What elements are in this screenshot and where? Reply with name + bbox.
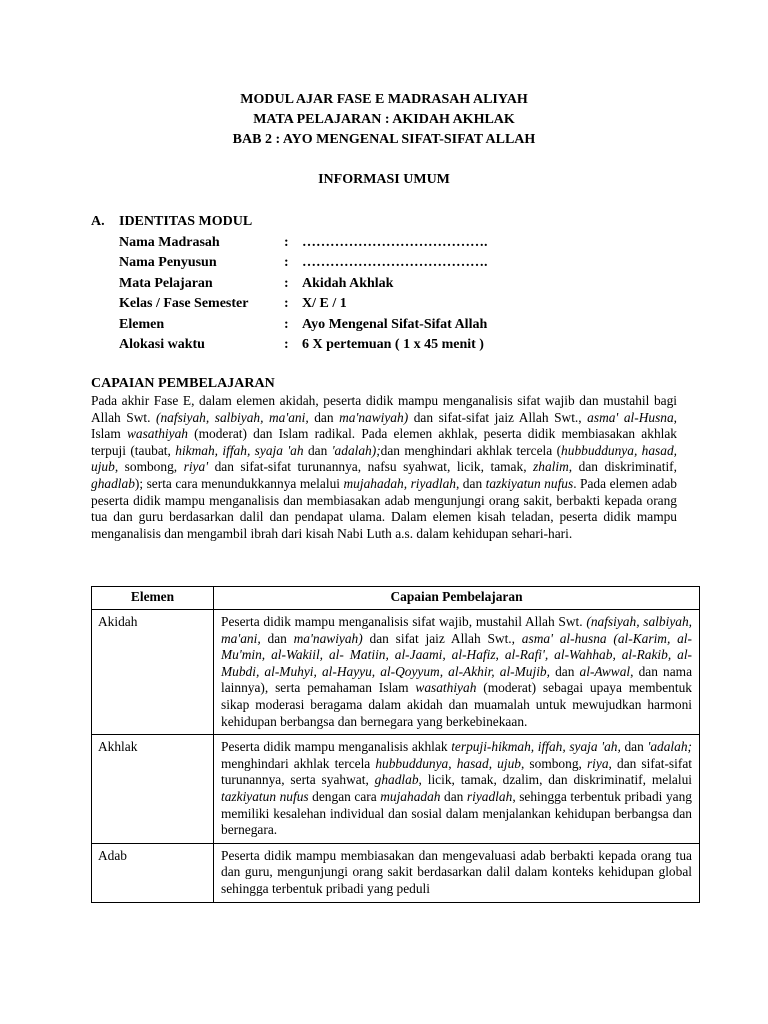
- italic-term: riyadlah: [466, 788, 513, 804]
- identitas-row: [119, 315, 488, 336]
- informasi-umum-heading: INFORMASI UMUM: [318, 172, 450, 187]
- identitas-key: Kelas / Fase Semester: [119, 296, 249, 311]
- italic-term: ghadlab: [374, 772, 419, 788]
- identitas-row: [119, 335, 488, 356]
- identitas-key: Nama Penyusun: [119, 255, 217, 270]
- capaian-pembelajaran-section: [91, 375, 677, 542]
- column-header-elemen: Elemen: [92, 587, 214, 610]
- identitas-row: [119, 294, 488, 315]
- table-row: [92, 735, 700, 844]
- section-letter: A.: [91, 214, 105, 229]
- italic-term: mujahadah: [380, 788, 441, 804]
- identitas-table: [119, 233, 488, 356]
- identitas-value: ………………………………….: [302, 234, 488, 250]
- capaian-cell: Peserta didik mampu menganalisis sifat wajib, mustahil Allah Swt. (nafsiyah, salbiyah, ma'ani, dan ma'nawiyah) dan sifat jaiz Allah Swt., asma' al-husna (al-Karim, al-Mu'min, al-Wakiil, al- Matiin, al-Jaami, al-Hafiz, al-Rafi', al-Wahhab, al-Rakib, al-Mubdi, al-Muhyi, al-Hayyu, al-Qoyyum, al-Akhir, al-Mujib, dan al-Awwal, dan nama lainnya), serta pemahaman Islam wasathiyah (moderat) sebagai upaya membentuk sikap moderasi beragama dalam akidah dan muamalah untuk mewujudkan harmoni kehidupan berbangsa dan bernegara yang berkebinekaan.: [214, 610, 700, 735]
- capaian-cell: Peserta didik mampu membiasakan dan mengevaluasi adab berbakti kepada orang tua dan guru, mengunjungi orang sakit berdasarkan dalil dalam konteks kehidupan global sehingga terbentuk pribadi yang peduli: [214, 843, 700, 902]
- identitas-value: X/ E / 1: [302, 296, 347, 311]
- italic-term: hubbuddunya: [375, 755, 449, 771]
- italic-term: ujub: [497, 755, 521, 771]
- identitas-colon: :: [284, 234, 289, 250]
- italic-term: zhalim: [533, 459, 569, 475]
- table-header-row: [92, 587, 700, 610]
- italic-term: tazkiyatun nufus: [221, 788, 309, 804]
- identitas-row: [119, 233, 488, 254]
- italic-term: ma'nawiyah): [293, 630, 363, 646]
- italic-term: hasad: [456, 755, 489, 771]
- italic-term: 'adalah);: [331, 442, 381, 458]
- identitas-colon: :: [284, 255, 289, 270]
- elemen-cell: Akidah: [92, 610, 214, 735]
- italic-term: asma' al-husna (al-Karim, al-Mu'min, al-Wakiil, al- Matiin, al-Jaami, al-Hafiz, al-Rafi', al-Wahhab, al-Rakib, al-Mubdi, al-Muhyi, al-Hayyu, al-Qoyyum, al-Akhir, al-Mujib,: [221, 630, 692, 679]
- italic-term: ma'nawiyah): [339, 409, 409, 425]
- identitas-colon: :: [284, 275, 289, 291]
- capaian-heading: CAPAIAN PEMBELAJARAN: [91, 376, 275, 391]
- identitas-colon: :: [284, 337, 289, 352]
- italic-term: wasathiyah: [415, 680, 477, 696]
- italic-term: hubbuddunya, hasad, ujub: [91, 442, 678, 475]
- identitas-modul-section: [91, 212, 488, 356]
- italic-term: al-Awwal: [579, 663, 631, 679]
- identitas-key: Elemen: [119, 316, 165, 332]
- italic-term: tazkiyatun nufus: [485, 475, 574, 491]
- title-line-2: MATA PELAJARAN : AKIDAH AKHLAK: [253, 112, 515, 127]
- document-title-block: [0, 90, 768, 150]
- italic-term: mujahadah, riyadlah: [343, 475, 456, 491]
- italic-term: hikmah, iffah, syaja 'ah: [175, 442, 304, 458]
- italic-term: (nafsiyah, salbiyah, ma'ani,: [221, 614, 693, 646]
- identitas-key: Mata Pelajaran: [119, 275, 213, 291]
- italic-term: asma' al-Husna: [587, 409, 674, 425]
- italic-term: terpuji-hikmah, iffah, syaja 'ah,: [451, 739, 621, 755]
- capaian-paragraph: Pada akhir Fase E, dalam elemen akidah, peserta didik mampu menganalisis sifat wajib dan mustahil bagi Allah Swt. (nafsiyah, salbiyah, ma'ani, dan ma'nawiyah) dan sifat-sifat jaiz Allah Swt., asma' al-Husna, Islam wasathiyah (moderat) dan Islam radikal. Pada elemen akhlak, peserta didik membiasakan akhlak terpuji (taubat, hikmah, iffah, syaja 'ah dan 'adalah);dan menghindari akhlak tercela (hubbuddunya, hasad, ujub, sombong, riya' dan sifat-sifat turunannya, nafsu syahwat, licik, tamak, zhalim, dan diskriminatif, ghadlab); serta cara menundukkannya melalui mujahadah, riyadlah, dan tazkiyatun nufus. Pada elemen adab peserta didik mampu menganalisis dan membiasakan adab mengunjungi orang sakit, berbakti kepada orang tua dan guru berdasarkan dalil dan pendapat ulama. Dalam elemen kisah teladan, peserta didik mampu menganalisis dan mengambil ibrah dari kisah Nabi Luth a.s. dalam kehidupan sehari-hari.: [91, 393, 678, 541]
- table-row: [92, 610, 700, 735]
- identitas-colon: :: [284, 316, 289, 332]
- identitas-value: Ayo Mengenal Sifat-Sifat Allah: [302, 316, 488, 332]
- identitas-key: Alokasi waktu: [119, 337, 205, 352]
- identitas-row: [119, 253, 488, 274]
- title-line-3: BAB 2 : AYO MENGENAL SIFAT-SIFAT ALLAH: [232, 132, 536, 147]
- italic-term: (nafsiyah, salbiyah, ma'ani,: [156, 409, 309, 425]
- title-line-1: MODUL AJAR FASE E MADRASAH ALIYAH: [240, 92, 528, 107]
- identitas-modul-heading: [91, 212, 488, 233]
- identitas-colon: :: [284, 296, 289, 311]
- identitas-key: Nama Madrasah: [119, 234, 220, 250]
- italic-term: 'adalah;: [647, 739, 692, 755]
- italic-term: ghadlab: [91, 475, 135, 491]
- italic-term: wasathiyah: [126, 426, 188, 442]
- italic-term: riya': [183, 459, 209, 475]
- elemen-cell: Akhlak: [92, 735, 214, 844]
- column-header-capaian: Capaian Pembelajaran: [214, 587, 700, 610]
- identitas-heading-text: IDENTITAS MODUL: [119, 214, 253, 229]
- identitas-value: ………………………………….: [302, 255, 488, 270]
- identitas-value: 6 X pertemuan ( 1 x 45 menit ): [302, 337, 484, 352]
- identitas-row: [119, 274, 488, 295]
- capaian-table: [91, 586, 700, 903]
- elemen-cell: Adab: [92, 843, 214, 902]
- capaian-cell: Peserta didik mampu menganalisis akhlak terpuji-hikmah, iffah, syaja 'ah, dan 'adalah; menghindari akhlak tercela hubbuddunya, hasad, ujub, sombong, riya, dan sifat-sifat turunannya, serta syahwat, ghadlab, licik, tamak, dzalim, dan diskriminatif, melalui tazkiyatun nufus dengan cara mujahadah dan riyadlah, sehingga terbentuk pribadi yang memiliki kesalehan individual dan sosial dalam menjalankan kehidupan berbangsa dan bernegara.: [214, 735, 700, 844]
- italic-term: riya: [586, 755, 609, 771]
- identitas-value: Akidah Akhlak: [302, 275, 394, 291]
- table-row: [92, 843, 700, 902]
